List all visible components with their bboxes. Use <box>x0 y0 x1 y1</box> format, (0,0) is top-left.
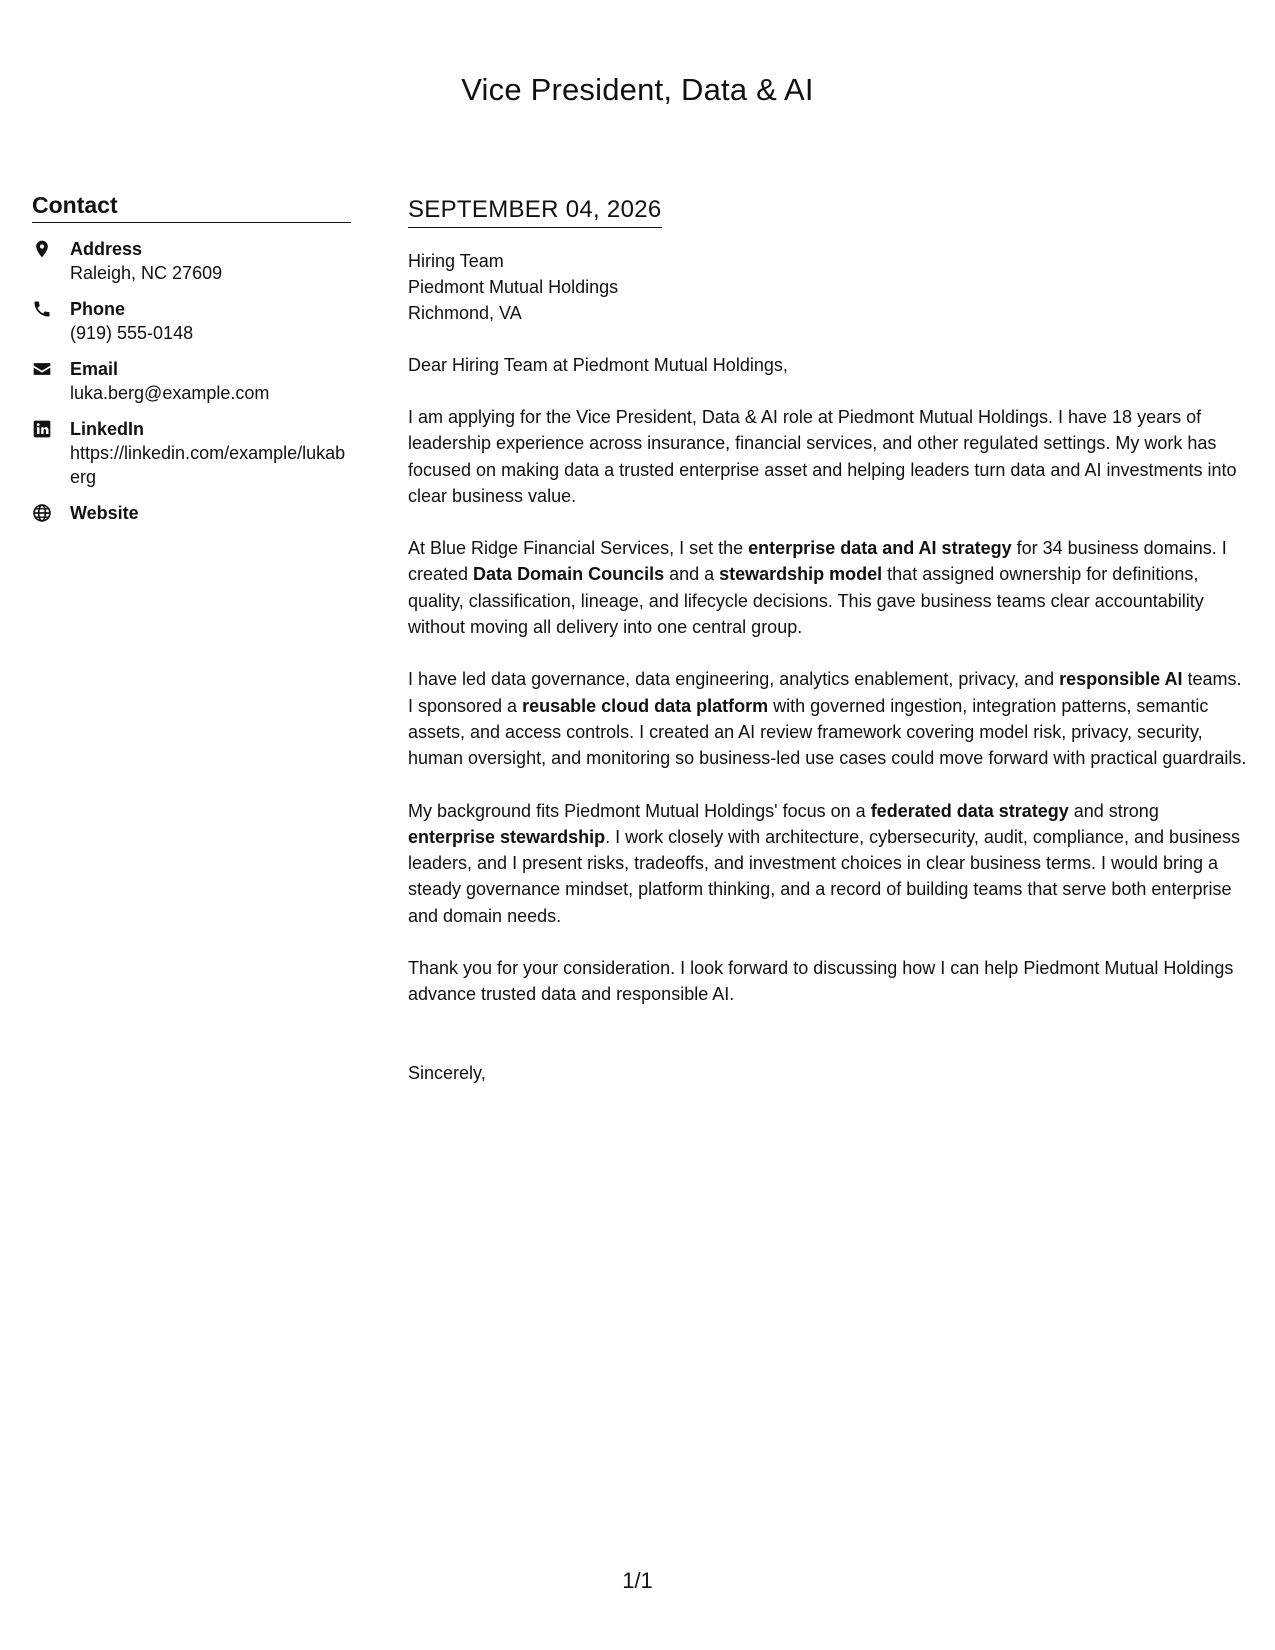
paragraph-text: for 34 business domains. I created <box>408 538 1227 585</box>
address-value: Raleigh, NC 27609 <box>70 263 223 283</box>
contact-label: LinkedIn <box>70 419 145 439</box>
paragraph-5: Thank you for your consideration. I look forward to discussing how I can help Piedmont Mutual Holdings advance trusted data and responsible AI. <box>408 958 1234 1005</box>
paragraph-text: I have led data governance, data engineering, analytics enablement, privacy, and <box>408 669 1060 690</box>
contact-item-linkedin <box>32 417 351 489</box>
contact-item-email <box>32 357 351 405</box>
paragraph-text: and strong <box>1068 800 1159 821</box>
contact-list <box>32 237 351 525</box>
phone-value: (919) 555-0148 <box>70 323 194 343</box>
contact-label: Email <box>70 359 119 379</box>
contact-item-phone <box>32 297 351 345</box>
paragraph-1: I am applying for the Vice President, Data & AI role at Piedmont Mutual Holdings. I have 18 years of leadership experience across insurance, financial services, and other regulated settings. My work has focused on making data a trusted enterprise asset and helping leaders turn data and AI investments into clear business value. <box>408 407 1237 506</box>
recipient-line: Hiring Team <box>408 251 504 271</box>
linkedin-link[interactable]: https://linkedin.com/example/lukaberg <box>70 443 346 487</box>
paragraph-2 <box>408 535 1248 640</box>
paragraph-text: My background fits Piedmont Mutual Holdings' focus on a <box>408 800 871 821</box>
highlight-text: stewardship model <box>719 564 883 585</box>
contact-label: Website <box>70 503 139 523</box>
contact-heading: Contact <box>32 192 351 223</box>
document-title: Vice President, Data & AI <box>461 72 814 107</box>
linkedin-icon <box>32 417 70 439</box>
paragraph-3 <box>408 666 1248 771</box>
paragraph-text: teams. I sponsored a <box>408 669 1242 716</box>
envelope-icon <box>32 357 70 379</box>
phone-icon <box>32 297 70 319</box>
page-number: 1/1 <box>622 1568 653 1593</box>
recipient-block <box>408 248 1248 326</box>
highlight-text: responsible AI <box>1059 669 1183 690</box>
paragraph-text: and a <box>664 564 720 585</box>
email-link[interactable]: luka.berg@example.com <box>70 383 270 403</box>
closing: Sincerely, <box>408 1062 486 1083</box>
paragraph-text: At Blue Ridge Financial Services, I set the <box>408 538 749 559</box>
highlight-text: reusable cloud data platform <box>522 695 769 716</box>
contact-label: Address <box>70 239 143 259</box>
highlight-text: enterprise data and AI strategy <box>748 538 1012 559</box>
contact-item-address <box>32 237 351 285</box>
contact-sidebar <box>32 192 351 525</box>
map-pin-icon <box>32 237 70 259</box>
letter-date: SEPTEMBER 04, 2026 <box>408 196 662 228</box>
recipient-location: Richmond, VA <box>408 303 522 323</box>
paragraph-4 <box>408 798 1248 929</box>
salutation: Dear Hiring Team at Piedmont Mutual Holdings, <box>408 355 788 375</box>
highlight-text: Data Domain Councils <box>473 564 665 585</box>
highlight-text: federated data strategy <box>870 800 1069 821</box>
recipient-company: Piedmont Mutual Holdings <box>408 277 619 297</box>
paragraph-text: . I work closely with architecture, cybersecurity, audit, compliance, and business leaders, and I present risks, tradeoffs, and investment choices in clear business terms. I would bring a steady governance mindset, platform thinking, and a record of building teams that serve both enterprise and domain needs. <box>408 826 1241 926</box>
letter-body <box>408 196 1248 1086</box>
paragraph-text: that assigned ownership for definitions, quality, classification, lineage, and lifecycle decisions. This gave business teams clear accountability without moving all delivery into one central group. <box>408 564 1204 638</box>
contact-item-website <box>32 501 351 525</box>
globe-icon <box>32 501 70 523</box>
highlight-text: enterprise stewardship <box>408 826 606 847</box>
contact-label: Phone <box>70 299 126 319</box>
paragraph-text: with governed ingestion, integration patterns, semantic assets, and access controls. I created an AI review framework covering model risk, privacy, security, human oversight, and monitoring so business-led use cases could move forward with practical guardrails. <box>408 695 1247 769</box>
